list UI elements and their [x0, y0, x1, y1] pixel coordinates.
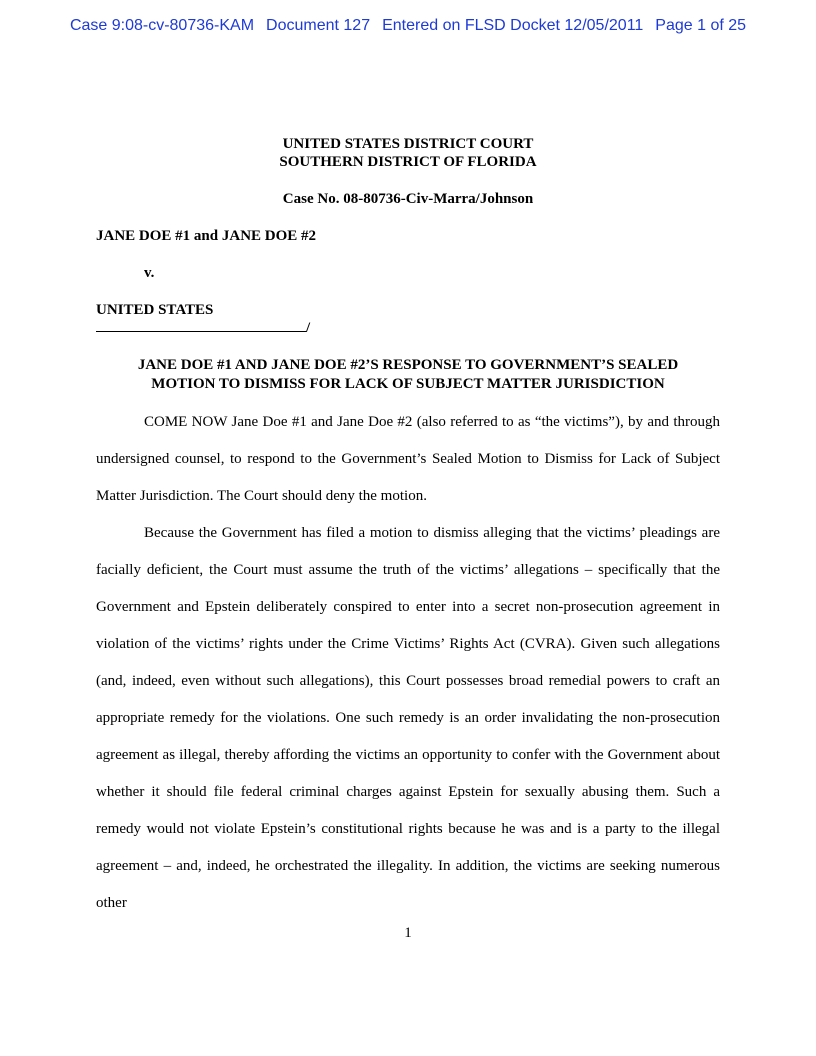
document-title	[96, 356, 720, 394]
caption-versus: v.	[144, 265, 155, 281]
caption-rule	[96, 319, 720, 336]
caption-defendant: UNITED STATES	[96, 302, 214, 318]
docket-document-number: Document 127	[266, 17, 371, 34]
court-name-line-1: UNITED STATES DISTRICT COURT	[282, 136, 534, 152]
paragraph-1: COME NOW Jane Doe #1 and Jane Doe #2 (also referred to as “the victims”), by and through undersigned counsel, to respond to the Government’s Sealed Motion to Dismiss for Lack of Subject Matter Jurisdiction. The Court should deny the motion.	[96, 414, 720, 504]
docket-entry-date: Entered on FLSD Docket 12/05/2011	[382, 17, 644, 34]
paragraph-2: Because the Government has filed a motion to dismiss alleging that the victims’ pleadings are facially deficient, the Court must assume the truth of the victims’ allegations – specifically that the Government and Epstein deliberately conspired to enter into a secret non-prosecution agreement in violation of the victims’ rights under the Crime Victims’ Rights Act (CVRA). Given such allegations (and, indeed, even without such allegations), this Court possesses broad remedial powers to craft an appropriate remedy for the violations. One such remedy is an order invalidating the non-prosecution agreement as illegal, thereby affording the victims an opportunity to confer with the Government about whether it should file federal criminal charges against Epstein for sexually abusing them. Such a remedy would not violate Epstein’s constitutional rights because he was and is a party to the illegal agreement – and, indeed, he orchestrated the illegality. In addition, the victims are seeking numerous other	[96, 525, 720, 911]
case-number: Case No. 08-80736-Civ-Marra/Johnson	[282, 191, 534, 207]
document-title-line-2: MOTION TO DISMISS FOR LACK OF SUBJECT MATTER JURISDICTION	[151, 376, 665, 392]
court-name	[96, 135, 720, 171]
caption-slash: /	[306, 320, 311, 336]
page-number: 1	[404, 925, 412, 941]
court-name-line-2: SOUTHERN DISTRICT OF FLORIDA	[279, 154, 537, 170]
document-page	[96, 135, 720, 922]
caption-underline	[96, 319, 306, 332]
docket-header	[0, 17, 816, 35]
body-text	[96, 404, 720, 922]
docket-page-count: Page 1 of 25	[655, 17, 747, 34]
docket-case-number: Case 9:08-cv-80736-KAM	[69, 17, 255, 34]
document-title-line-1: JANE DOE #1 AND JANE DOE #2’S RESPONSE TO GOVERNMENT’S SEALED	[137, 357, 679, 373]
caption-plaintiffs: JANE DOE #1 and JANE DOE #2	[96, 228, 317, 244]
